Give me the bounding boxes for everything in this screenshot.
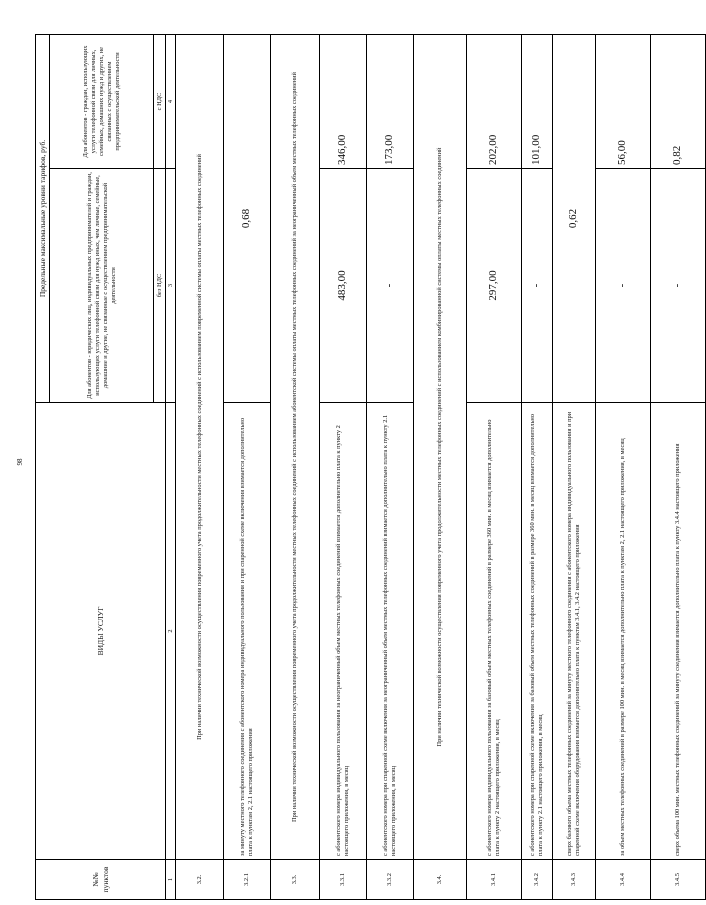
row-text: за минуту местного телефонного соединения с абонентского номера индивидуального пользования и при спаренной схеме включения взимается дополнительно плата к пунктам 2, 2.1 настоящего приложения [224,403,271,860]
row-value-citizens: 346,00 [320,35,367,169]
row-value-legal: - [522,169,553,403]
row-text: с абонентского номера при спаренной схеме включения за неограниченный объем местных телефонных соединений взимается дополнительно плата к пункту 2.1 настоящего приложения, в месяц [367,403,414,860]
table-row [651,35,706,900]
row-value-legal: - [651,169,706,403]
header-row-index [166,35,176,900]
header-legal: Для абонентов - юридических лиц, индивидуальных предпринимателей и граждан, использующих услуги телефонной связи для нужд иных, чем личные, семейные, домашние и другие, не связанные с осуществлением предпринимательской деятельности [50,169,154,403]
header-citizens: Для абонентов - граждан, использующих услуги телефонной связи для личных, семейных, домашних нужд и других, не связанных с осуществлением предпринимательской деятельности [50,35,154,169]
row-text: с абонентского номера индивидуального пользования за неограниченный объем местных телефонных соединений взимается дополнительно плата к пункту 2 настоящего приложения, в месяц [320,403,367,860]
index-1: 1 [166,860,176,900]
row-num: 3.4. [414,860,467,900]
row-value-citizens: 56,00 [596,35,651,169]
row-value-citizens: 101,00 [522,35,553,169]
row-num: 3.4.3 [553,860,596,900]
rotated-table-container [35,35,684,900]
table-row [367,35,414,900]
row-num: 3.3.1 [320,860,367,900]
row-value-legal: - [367,169,414,403]
row-num: 3.4.5 [651,860,706,900]
header-with-vat: с НДС [154,35,166,169]
table-row [224,35,271,900]
table-row [596,35,651,900]
row-value-citizens: 173,00 [367,35,414,169]
index-2: 2 [166,403,176,860]
header-num: №№ пунктов [36,860,166,900]
header-services: ВИДЫ УСЛУГ [36,403,166,860]
table-row [553,35,596,900]
row-text: с абонентского номера индивидуального пользования за базовый объем местных телефонных соединений в размере 360 мин. в месяц взимается дополнительно плата к пункту 2 настоящего приложения, в месяц [467,403,522,860]
header-row-top [36,35,50,900]
header-no-vat: без НДС [154,169,166,403]
tariff-table [35,34,706,900]
row-value-legal: - [596,169,651,403]
row-text: с абонентского номера при спаренной схеме включения за базовый объем местных телефонных соединений в размере 360 мин. в месяц взимается дополнительно плата к пункту 2.1 настоящего приложения, в месяц [522,403,553,860]
table-row [522,35,553,900]
row-section-text: При наличии технической возможности осуществления повременного учета продолжительности местных телефонных соединений с использованием абонентской системы оплаты местных телефонных соединений за неограниченный объем местных телефонных соединений [271,35,320,860]
table-row [414,35,467,900]
page-number: 98 [16,458,24,466]
row-text: сверх объема 100 мин. местных телефонных соединений за минуту соединения взимается дополнительно плата к пункту 3.4.4 настоящего приложения [651,403,706,860]
row-num: 3.2.1 [224,860,271,900]
row-value-citizens: 0,82 [651,35,706,169]
row-text: за объем местных телефонных соединений в размере 100 мин. в месяц взимается дополнительно плата к пунктам 2, 2.1 настоящего приложения, в месяц [596,403,651,860]
row-num: 3.4.1 [467,860,522,900]
row-num: 3.3. [271,860,320,900]
row-section-text: При наличии технической возможности осуществления повременного учета продолжительности местных телефонных соединений с использованием повременной системы оплаты местных телефонных соединений [176,35,224,860]
row-num: 3.4.4 [596,860,651,900]
row-value-citizens: 202,00 [467,35,522,169]
index-3: 3 [166,169,176,403]
table-row [320,35,367,900]
table-row [467,35,522,900]
row-section-text: При наличии технической возможности осуществления повременного учета продолжительности местных телефонных соединений с использованием комбинированной системы оплаты местных телефонных соединений [414,35,467,860]
row-value-shared: 0,62 [553,35,596,403]
row-value-shared: 0,68 [224,35,271,403]
table-row [176,35,224,900]
row-num: 3.2. [176,860,224,900]
row-value-legal: 483,00 [320,169,367,403]
header-tariffs: Предельные максимальные уровни тарифов, руб. [36,35,50,403]
document-page [35,35,684,900]
row-num: 3.4.2 [522,860,553,900]
row-num: 3.3.2 [367,860,414,900]
row-text: сверх базового объема местных телефонных соединений за минуту местного телефонного соединения с абонентского номера индивидуального пользования и при спаренной схеме включения оборудования взимается дополнительно плата к пунктам 3.4.1, 3.4.2 настоящего приложения [553,403,596,860]
table-row [271,35,320,900]
index-4: 4 [166,35,176,169]
row-value-legal: 297,00 [467,169,522,403]
